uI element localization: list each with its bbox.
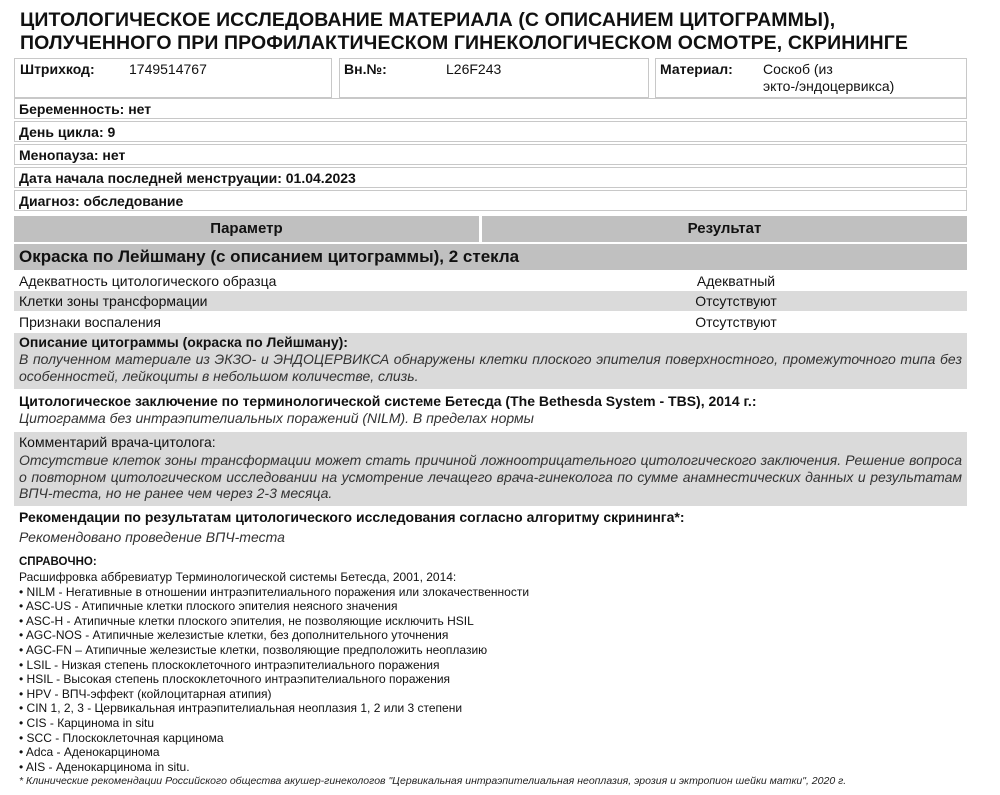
cycle-day-row xyxy=(14,121,967,142)
column-header-result: Результат xyxy=(482,216,967,242)
parameter-cell: Адекватность цитологического образца xyxy=(19,273,277,289)
conclusion-heading: Цитологическое заключение по терминологической системе Бетесда (The Bethesda System - TBS), 2014 г.: xyxy=(19,393,757,409)
reference-item: • HPV - ВПЧ-эффект (койлоцитарная атипия) xyxy=(19,686,272,701)
material-value-line-1: Соскоб (из xyxy=(763,61,833,77)
reference-footnote: * Клинические рекомендации Российского общества акушер-гинекологов "Цервикальная интраэпителиальная неоплазия, эрозия и эктропион шейки матки", 2020 г. xyxy=(19,775,847,788)
reference-section xyxy=(19,555,979,789)
internal-number-cell xyxy=(339,58,649,98)
cytogram-heading: Описание цитограммы (окраска по Лейшману): xyxy=(19,334,348,350)
result-cell: Адекватный xyxy=(696,273,776,289)
reference-item: • AGC-NOS - Атипичные железистые клетки, без дополнительного уточнения xyxy=(19,628,449,643)
reference-item: • ASC-US - Атипичные клетки плоского эпителия неясного значения xyxy=(19,599,398,614)
barcode-cell xyxy=(14,58,332,98)
comment-text: Отсутствие клеток зоны трансформации может стать причиной ложноотрицательного цитологического заключения. Решение вопроса о повторном цитологическом исследовании на усмотрение лечащего врача-гинеколога по сумме анамнестических данных и результатам ВПЧ-теста, но не ранее чем через 2-3 месяца. xyxy=(19,452,962,501)
table-row xyxy=(14,312,967,332)
reference-item: • ASC-H - Атипичные клетки плоского эпителия, не позволяющие исключить HSIL xyxy=(19,613,474,628)
report-title xyxy=(20,9,980,55)
material-value-line-2: экто-/эндоцервикса) xyxy=(763,78,895,94)
recommendations-heading: Рекомендации по результатам цитологического исследования согласно алгоритму скрининга*: xyxy=(19,509,685,525)
comment-block xyxy=(14,432,967,506)
reference-item: • AGC-FN – Атипичные железистые клетки, позволяющие предположить неоплазию xyxy=(19,642,488,657)
last-menstruation-text: Дата начала последней менструации: 01.04.2023 xyxy=(19,170,356,186)
material-cell xyxy=(655,58,967,98)
menopause-text: Менопауза: нет xyxy=(19,147,126,163)
barcode-value: 1749514767 xyxy=(129,61,207,77)
reference-item: • NILM - Негативные в отношении интраэпителиального поражения или злокачественности xyxy=(19,584,530,599)
section-title: Окраска по Лейшману (с описанием цитограммы), 2 стекла xyxy=(19,247,520,266)
section-title-row xyxy=(14,244,967,270)
internal-number-label: Вн.№: xyxy=(344,61,387,77)
reference-item: • SCC - Плоскоклеточная карцинома xyxy=(19,730,224,745)
pregnancy-text: Беременность: нет xyxy=(19,101,152,117)
material-label: Материал: xyxy=(660,61,733,77)
recommendations-block xyxy=(14,508,967,548)
barcode-label: Штрихкод: xyxy=(20,61,95,77)
reference-item: • AIS - Аденокарцинома in situ. xyxy=(19,759,190,774)
comment-heading: Комментарий врача-цитолога: xyxy=(19,434,216,450)
result-cell: Отсутствуют xyxy=(695,314,777,330)
report-title-line-1: ЦИТОЛОГИЧЕСКОЕ ИССЛЕДОВАНИЕ МАТЕРИАЛА (С ОПИСАНИЕМ ЦИТОГРАММЫ), xyxy=(20,9,836,31)
table-row xyxy=(14,271,967,291)
menopause-row xyxy=(14,144,967,165)
report-title-line-2: ПОЛУЧЕННОГО ПРИ ПРОФИЛАКТИЧЕСКОМ ГИНЕКОЛОГИЧЕСКОМ ОСМОТРЕ, СКРИНИНГЕ xyxy=(20,32,908,54)
last-menstruation-row xyxy=(14,167,967,188)
cytogram-text: В полученном материале из ЭКЗО- и ЭНДОЦЕРВИКСА обнаружены клетки плоского эпителия поверхностного, промежуточного типа без особенностей, лейкоциты в небольшом количестве, слизь. xyxy=(19,351,962,384)
result-cell: Отсутствуют xyxy=(695,293,777,309)
cycle-day-text: День цикла: 9 xyxy=(19,124,116,140)
diagnosis-row xyxy=(14,190,967,211)
reference-item: • LSIL - Низкая степень плоскоклеточного интраэпителиального поражения xyxy=(19,657,440,672)
parameter-cell: Признаки воспаления xyxy=(19,314,161,330)
table-row xyxy=(14,291,967,311)
cytogram-description-block xyxy=(14,333,967,389)
reference-item: • CIS - Карцинома in situ xyxy=(19,715,155,730)
reference-title: СПРАВОЧНО: xyxy=(19,556,97,568)
diagnosis-text: Диагноз: обследование xyxy=(19,193,184,209)
reference-item: • HSIL - Высокая степень плоскоклеточного интраэпителиального поражения xyxy=(19,672,451,687)
reference-item: • CIN 1, 2, 3 - Цервикальная интраэпителиальная неоплазия 1, 2 или 3 степени xyxy=(19,701,463,716)
material-value xyxy=(763,61,894,95)
internal-number-value: L26F243 xyxy=(446,61,502,77)
recommendations-text: Рекомендовано проведение ВПЧ-теста xyxy=(19,529,285,545)
reference-item: • Adca - Аденокарцинома xyxy=(19,745,160,760)
parameter-cell: Клетки зоны трансформации xyxy=(19,293,208,309)
column-header-parameter: Параметр xyxy=(14,216,479,242)
conclusion-text: Цитограмма без интраэпителиальных поражений (NILM). В пределах нормы xyxy=(19,410,534,426)
conclusion-block xyxy=(14,392,967,430)
pregnancy-row xyxy=(14,98,967,119)
reference-intro: Расшифровка аббревиатур Терминологической системы Бетесда, 2001, 2014: xyxy=(19,570,457,584)
